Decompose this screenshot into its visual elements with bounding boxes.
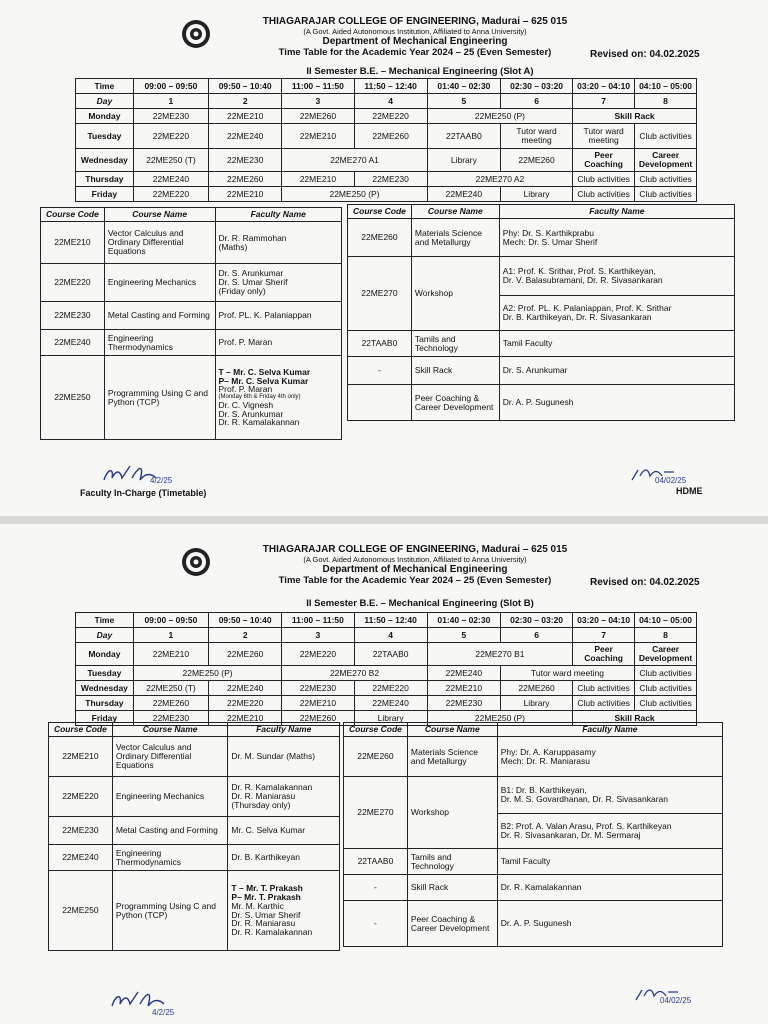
class-cell: 22ME240 <box>427 666 500 681</box>
day-name: Thursday <box>76 696 134 711</box>
day-row-tuesday <box>76 666 697 681</box>
timetable-title: Time Table for the Academic Year 2024 – 25 (Even Semester) <box>278 46 552 58</box>
course-name: Programming Using C and Python (TCP) <box>104 356 215 440</box>
faculty-name: Dr. R. Kamalakannan <box>231 782 313 793</box>
period-number: 8 <box>635 628 697 643</box>
timetable-title: Time Table for the Academic Year 2024 – 25 (Even Semester) <box>278 574 552 586</box>
day-row-thursday <box>76 172 697 187</box>
class-cell: 22ME230 <box>354 172 427 187</box>
period-number: 7 <box>573 628 635 643</box>
course-code-header: Course Code <box>49 723 113 737</box>
class-cell: 22ME260 <box>209 172 282 187</box>
class-cell: 22ME260 <box>500 681 572 696</box>
class-cell: Skill Rack <box>573 711 697 726</box>
class-cell: 22ME210 <box>209 711 282 726</box>
class-cell: 22ME210 <box>282 696 354 711</box>
course-code: - <box>348 357 412 385</box>
class-cell: Tutor ward meeting <box>500 124 572 149</box>
day-row-monday <box>76 109 697 124</box>
course-code: 22ME240 <box>49 845 113 871</box>
class-cell: 22TAAB0 <box>354 643 427 666</box>
faculty-name: Tamil Faculty <box>497 849 722 875</box>
course-row <box>49 737 340 777</box>
course-table-left <box>48 722 340 951</box>
course-name: Metal Casting and Forming <box>112 817 228 845</box>
class-cell: 22ME210 <box>209 109 282 124</box>
department-name: Department of Mechanical Engineering <box>322 564 508 576</box>
course-row <box>49 845 340 871</box>
day-label: Day <box>76 628 134 643</box>
course-code: 22ME220 <box>49 777 113 817</box>
faculty-cell <box>215 222 342 264</box>
period-number: 8 <box>635 94 697 109</box>
course-name-header: Course Name <box>407 723 497 737</box>
class-cell: 22ME240 <box>133 172 208 187</box>
day-row-thursday <box>76 696 697 711</box>
class-cell: Club activities <box>573 172 635 187</box>
faculty-name: Dr. M. S. Govardhanan, Dr. R. Sivasankaran <box>500 794 668 804</box>
course-name: Engineering Mechanics <box>104 264 215 302</box>
time-slot: 02:30 – 03:20 <box>500 79 572 94</box>
course-name-header: Course Name <box>411 205 499 219</box>
day-name: Tuesday <box>76 666 134 681</box>
faculty-name: Dr. S. Umar Sherif <box>218 277 288 288</box>
class-cell: Career Development <box>635 149 697 172</box>
course-table-left <box>40 207 342 440</box>
course-table-header <box>348 205 735 219</box>
faculty-name: Mr. C. Selva Kumar <box>228 817 340 845</box>
class-cell: 22ME270 A1 <box>282 149 427 172</box>
semester-title: II Semester B.E. – Mechanical Engineering (Slot B) <box>306 598 534 609</box>
sheet-divider <box>0 516 768 524</box>
faculty-name: Dr. S. Arunkumar <box>499 357 734 385</box>
course-name: Tamils and Technology <box>411 331 499 357</box>
timetable-sheet-slot-b <box>0 524 768 1024</box>
period-number: 4 <box>354 628 427 643</box>
faculty-name: T – Mr. C. Selva Kumar <box>218 366 311 377</box>
course-name-header: Course Name <box>112 723 228 737</box>
period-row <box>76 94 697 109</box>
time-slot: 01:40 – 02:30 <box>427 79 500 94</box>
course-name: Engineering Thermodynamics <box>104 330 215 356</box>
timetable-grid <box>75 612 697 726</box>
course-code <box>348 385 412 421</box>
course-row <box>348 331 735 357</box>
course-row <box>344 777 723 814</box>
day-row-tuesday <box>76 124 697 149</box>
time-label: Time <box>76 79 134 94</box>
course-name: Engineering Thermodynamics <box>112 845 228 871</box>
course-row <box>348 385 735 421</box>
class-cell: 22ME230 <box>133 711 208 726</box>
faculty-name: Mech: Dr. S. Umar Sherif <box>502 236 598 247</box>
class-cell: 22ME250 (T) <box>133 149 208 172</box>
day-name: Friday <box>76 711 134 726</box>
class-cell: 22ME240 <box>209 124 282 149</box>
class-cell: Library <box>354 711 427 726</box>
course-row <box>344 849 723 875</box>
class-cell: 22TAAB0 <box>427 124 500 149</box>
class-cell: Club activities <box>635 124 697 149</box>
college-name: THIAGARAJAR COLLEGE OF ENGINEERING, Madurai – 625 015 <box>262 544 568 555</box>
college-name: THIAGARAJAR COLLEGE OF ENGINEERING, Madurai – 625 015 <box>262 16 568 27</box>
class-cell: 22ME220 <box>282 643 354 666</box>
faculty-cell <box>497 737 722 777</box>
course-code: - <box>344 901 408 947</box>
faculty-name: B2: Prof. A. Valan Arasu, Prof. S. Karthikeyan <box>500 821 672 832</box>
faculty-name: Dr. S. Arunkumar <box>218 408 284 419</box>
course-name: Vector Calculus and Ordinary Differential Equations <box>112 737 228 777</box>
period-number: 3 <box>282 628 354 643</box>
course-code: 22ME270 <box>344 777 408 849</box>
class-cell: 22ME240 <box>354 696 427 711</box>
time-slot: 04:10 – 05:00 <box>635 79 697 94</box>
faculty-name: (Maths) <box>218 241 248 252</box>
course-row <box>41 302 342 330</box>
class-cell: 22ME270 B2 <box>282 666 427 681</box>
faculty-cell <box>228 871 340 951</box>
course-name: Peer Coaching & Career Development <box>411 385 499 421</box>
day-row-wednesday <box>76 681 697 696</box>
class-cell: Club activities <box>635 696 697 711</box>
department-name: Department of Mechanical Engineering <box>322 36 508 48</box>
class-cell: 22ME250 (P) <box>427 109 572 124</box>
faculty-name: Dr. A. P. Sugunesh <box>497 901 722 947</box>
time-slot: 09:00 – 09:50 <box>133 613 208 628</box>
period-number: 5 <box>427 94 500 109</box>
faculty-incharge-label: Faculty In-Charge (Timetable) <box>80 488 207 498</box>
course-row <box>344 901 723 947</box>
course-table-header <box>41 208 342 222</box>
hod-signature-date: 04/02/25 <box>660 996 692 1005</box>
class-cell: 22ME250 (T) <box>133 681 208 696</box>
day-name: Monday <box>76 643 134 666</box>
class-cell: Career Development <box>635 643 697 666</box>
signature-date: 4/2/25 <box>150 476 173 485</box>
faculty-cell <box>499 296 734 331</box>
class-cell: Tutor ward meeting <box>573 124 635 149</box>
time-slot: 09:00 – 09:50 <box>133 79 208 94</box>
day-name: Thursday <box>76 172 134 187</box>
course-name: Vector Calculus and Ordinary Differential Equations <box>104 222 215 264</box>
class-cell: 22ME230 <box>427 696 500 711</box>
course-table-header <box>49 723 340 737</box>
course-table-header <box>344 723 723 737</box>
revised-date: Revised on: 04.02.2025 <box>590 577 700 588</box>
faculty-cell <box>228 777 340 817</box>
course-row <box>49 817 340 845</box>
course-code: 22TAAB0 <box>344 849 408 875</box>
course-code: 22ME240 <box>41 330 105 356</box>
course-code: 22ME210 <box>41 222 105 264</box>
faculty-name: Prof. P. Maran <box>218 384 273 395</box>
faculty-cell <box>215 264 342 302</box>
faculty-name: Prof. PL. K. Palaniappan <box>215 302 342 330</box>
class-cell: 22ME250 (P) <box>282 187 427 202</box>
faculty-name: Dr. R. Maniarasu <box>231 791 296 802</box>
period-number: 5 <box>427 628 500 643</box>
course-table-right <box>347 204 735 421</box>
course-code: 22ME250 <box>49 871 113 951</box>
time-slot: 11:50 – 12:40 <box>354 79 427 94</box>
class-cell: 22ME220 <box>133 124 208 149</box>
course-name: Materials Science and Metallurgy <box>411 219 499 257</box>
course-code-header: Course Code <box>41 208 105 222</box>
faculty-name-header: Faculty Name <box>499 205 734 219</box>
class-cell: Club activities <box>635 681 697 696</box>
day-name: Wednesday <box>76 149 134 172</box>
class-cell: 22ME270 A2 <box>427 172 572 187</box>
faculty-name-header: Faculty Name <box>215 208 342 222</box>
faculty-name-header: Faculty Name <box>228 723 340 737</box>
course-code: - <box>344 875 408 901</box>
period-number: 7 <box>573 94 635 109</box>
course-name: Skill Rack <box>411 357 499 385</box>
class-cell: 22ME240 <box>209 681 282 696</box>
class-cell: Skill Rack <box>573 109 697 124</box>
class-cell: 22ME210 <box>209 187 282 202</box>
faculty-name: P– Mr. T. Prakash <box>231 891 301 902</box>
faculty-cell <box>499 219 734 257</box>
time-slot: 11:50 – 12:40 <box>354 613 427 628</box>
faculty-cell <box>215 356 342 440</box>
faculty-name: A2: Prof. PL. K. Palaniappan, Prof. K. Srithar <box>502 303 672 314</box>
class-cell: Club activities <box>635 172 697 187</box>
course-name: Workshop <box>411 257 499 331</box>
faculty-name: Dr. S. Umar Sherif <box>231 909 301 920</box>
affiliation-line: (A Govt. Aided Autonomous Institution, Affiliated to Anna University) <box>303 26 527 36</box>
faculty-name: T – Mr. T. Prakash <box>231 882 303 893</box>
course-row <box>41 330 342 356</box>
faculty-name: Dr. A. P. Sugunesh <box>499 385 734 421</box>
class-cell: 22ME210 <box>133 643 208 666</box>
course-name: Materials Science and Metallurgy <box>407 737 497 777</box>
class-cell: 22ME260 <box>282 109 354 124</box>
class-cell: Club activities <box>573 681 635 696</box>
faculty-name: Mech: Dr. R. Maniarasu <box>500 755 591 766</box>
faculty-name: B1: Dr. B. Karthikeyan, <box>500 785 587 796</box>
timetable-grid <box>75 78 697 202</box>
course-code: 22ME260 <box>344 737 408 777</box>
class-cell: 22ME260 <box>209 643 282 666</box>
class-cell: 22ME250 (P) <box>133 666 282 681</box>
time-label: Time <box>76 613 134 628</box>
faculty-name: Dr. R. Kamalakannan <box>497 875 722 901</box>
day-name: Tuesday <box>76 124 134 149</box>
time-slot: 04:10 – 05:00 <box>635 613 697 628</box>
class-cell: 22ME210 <box>427 681 500 696</box>
faculty-name: P– Mr. C. Selva Kumar <box>218 375 309 386</box>
course-row <box>49 871 340 951</box>
time-slot: 03:20 – 04:10 <box>573 613 635 628</box>
time-slot: 02:30 – 03:20 <box>500 613 572 628</box>
hod-label: HDME <box>676 486 703 496</box>
period-number: 6 <box>500 94 572 109</box>
period-number: 1 <box>133 94 208 109</box>
course-code: 22ME230 <box>41 302 105 330</box>
faculty-name: Dr. R. Sivasankaran, Dr. M. Sermaraj <box>500 830 641 840</box>
course-name: Workshop <box>407 777 497 849</box>
class-cell: Club activities <box>573 187 635 202</box>
period-row <box>76 628 697 643</box>
header-block <box>205 16 625 59</box>
class-cell: Library <box>427 149 500 172</box>
time-row <box>76 613 697 628</box>
faculty-name: Tamil Faculty <box>499 331 734 357</box>
time-row <box>76 79 697 94</box>
class-cell: 22ME220 <box>133 187 208 202</box>
day-name: Wednesday <box>76 681 134 696</box>
class-cell: 22ME270 B1 <box>427 643 572 666</box>
course-name: Programming Using C and Python (TCP) <box>112 871 228 951</box>
class-cell: 22ME260 <box>500 149 572 172</box>
time-slot: 11:00 – 11:50 <box>282 79 354 94</box>
class-cell: 22ME220 <box>354 109 427 124</box>
course-row <box>41 264 342 302</box>
period-number: 3 <box>282 94 354 109</box>
faculty-name: Phy: Dr. S. Karthikprabu <box>502 227 594 238</box>
period-number: 2 <box>209 94 282 109</box>
course-code: 22ME260 <box>348 219 412 257</box>
faculty-name: Prof. P. Maran <box>215 330 342 356</box>
class-cell: 22ME240 <box>427 187 500 202</box>
course-row <box>348 219 735 257</box>
faculty-name: Dr. M. Sundar (Maths) <box>228 737 340 777</box>
course-row <box>344 875 723 901</box>
class-cell: Library <box>500 696 572 711</box>
course-row <box>348 257 735 296</box>
faculty-name: Dr. C. Vignesh <box>218 399 274 410</box>
day-row-wednesday <box>76 149 697 172</box>
class-cell: 22ME260 <box>133 696 208 711</box>
course-name: Tamils and Technology <box>407 849 497 875</box>
faculty-name: Dr. R. Kamalakannan <box>218 417 300 428</box>
time-slot: 09:50 – 10:40 <box>209 613 282 628</box>
time-slot: 11:00 – 11:50 <box>282 613 354 628</box>
period-number: 4 <box>354 94 427 109</box>
course-row <box>41 356 342 440</box>
course-code: 22ME270 <box>348 257 412 331</box>
class-cell: 22ME220 <box>354 681 427 696</box>
course-row <box>41 222 342 264</box>
class-cell: Peer Coaching <box>573 643 635 666</box>
class-cell: Club activities <box>573 696 635 711</box>
class-cell: Peer Coaching <box>573 149 635 172</box>
course-name: Peer Coaching & Career Development <box>407 901 497 947</box>
faculty-name: A1: Prof. K. Srithar, Prof. S. Karthikeyan, <box>502 266 656 277</box>
course-code: 22ME250 <box>41 356 105 440</box>
class-cell: Club activities <box>635 187 697 202</box>
class-cell: 22ME220 <box>209 696 282 711</box>
faculty-note: (Monday 6th & Friday 4th only) <box>218 394 301 401</box>
course-code-header: Course Code <box>348 205 412 219</box>
revised-date: Revised on: 04.02.2025 <box>590 49 700 60</box>
faculty-name: Dr. R. Maniarasu <box>231 918 296 929</box>
faculty-name: Dr. R. Rammohan <box>218 232 287 243</box>
course-row <box>49 777 340 817</box>
course-table-right <box>343 722 723 947</box>
day-row-monday <box>76 643 697 666</box>
faculty-note: (Friday only) <box>218 285 266 296</box>
course-code: 22ME230 <box>49 817 113 845</box>
faculty-cell <box>497 777 722 814</box>
class-cell: 22ME230 <box>209 149 282 172</box>
course-code: 22ME220 <box>41 264 105 302</box>
faculty-name: Dr. B. Karthikeyan <box>228 845 340 871</box>
period-number: 6 <box>500 628 572 643</box>
period-number: 1 <box>133 628 208 643</box>
class-cell: Library <box>500 187 572 202</box>
hod-signature-date: 04/02/25 <box>655 476 687 485</box>
class-cell: 22ME260 <box>354 124 427 149</box>
time-slot: 09:50 – 10:40 <box>209 79 282 94</box>
semester-title: II Semester B.E. – Mechanical Engineering (Slot A) <box>306 66 534 77</box>
period-number: 2 <box>209 628 282 643</box>
class-cell: 22ME210 <box>282 172 354 187</box>
class-cell: Tutor ward meeting <box>500 666 634 681</box>
course-code: 22TAAB0 <box>348 331 412 357</box>
course-row <box>344 737 723 777</box>
course-code: 22ME210 <box>49 737 113 777</box>
header-block <box>205 544 625 587</box>
faculty-name: Dr. V. Balasubramani, Dr. R. Sivasankaran <box>502 275 663 285</box>
signature-date: 4/2/25 <box>152 1008 175 1017</box>
day-name: Friday <box>76 187 134 202</box>
faculty-name: Mr. M. Karthic <box>231 900 284 911</box>
faculty-name: Dr. R. Kamalakannan <box>231 927 313 938</box>
time-slot: 03:20 – 04:10 <box>573 79 635 94</box>
day-label: Day <box>76 94 134 109</box>
faculty-name: Dr. S. Arunkumar <box>218 268 284 279</box>
course-code-header: Course Code <box>344 723 408 737</box>
course-name: Skill Rack <box>407 875 497 901</box>
time-slot: 01:40 – 02:30 <box>427 613 500 628</box>
day-name: Monday <box>76 109 134 124</box>
course-name: Metal Casting and Forming <box>104 302 215 330</box>
faculty-note: (Thursday only) <box>231 799 291 810</box>
course-row <box>348 357 735 385</box>
faculty-name: Phy: Dr. A. Karuppasamy <box>500 746 596 757</box>
class-cell: 22ME260 <box>282 711 354 726</box>
class-cell: 22ME230 <box>133 109 208 124</box>
class-cell: Club activities <box>635 666 697 681</box>
faculty-name-header: Faculty Name <box>497 723 722 737</box>
faculty-cell <box>499 257 734 296</box>
faculty-name: Dr. B. Karthikeyan, Dr. R. Sivasankaran <box>502 312 652 322</box>
class-cell: 22ME210 <box>282 124 354 149</box>
course-name-header: Course Name <box>104 208 215 222</box>
affiliation-line: (A Govt. Aided Autonomous Institution, Affiliated to Anna University) <box>303 554 527 564</box>
class-cell: 22ME250 (P) <box>427 711 572 726</box>
class-cell: 22ME230 <box>282 681 354 696</box>
day-row-friday <box>76 187 697 202</box>
faculty-cell <box>497 814 722 849</box>
course-name: Engineering Mechanics <box>112 777 228 817</box>
